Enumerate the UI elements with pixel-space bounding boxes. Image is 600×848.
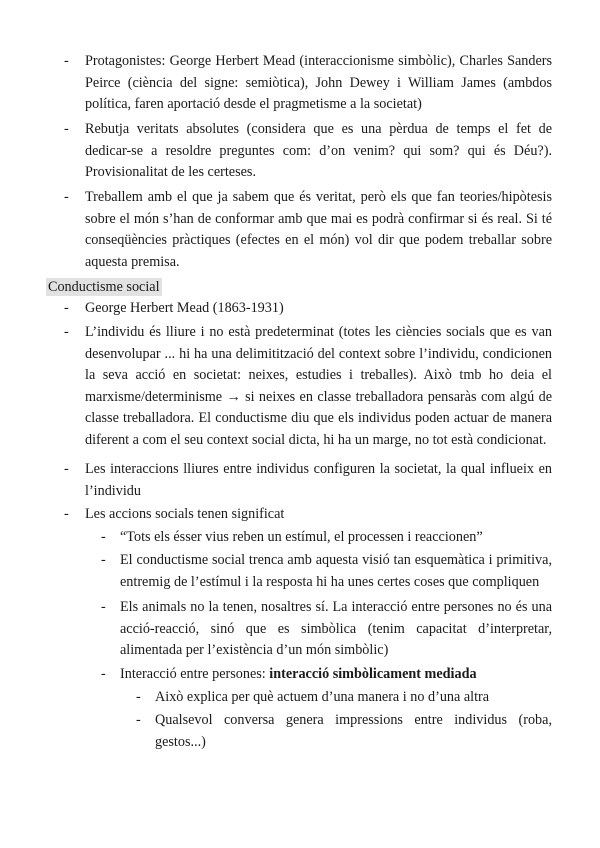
sub-sub-list-item [136,687,552,709]
bullet: - [64,189,69,205]
list-item [64,504,552,526]
sub-list-item [101,550,552,593]
bullet: - [101,552,106,568]
bold-term: interacció simbòlicament mediada [269,666,477,682]
bullet: - [64,506,69,522]
list-item-text: Protagonistes: George Herbert Mead (interaccionisme simbòlic), Charles Sanders Peirce (ciència del signe: semiòtica), John Dewey i William James (ambdos política, faren aportació desde el pragmetisme a la societat) [85,53,552,112]
list-item-text: El conductisme social trenca amb aquesta visió tan esquemàtica i primitiva, entremig de l’estímul i la resposta hi ha unes certes coses que compliquen [120,552,552,590]
bullet: - [101,666,106,682]
list-item-text: Rebutja veritats absolutes (considera que es una pèrdua de temps el fet de dedicar-se a resoldre preguntes com: d’on venim? qui som? qui és Déu?). Provisionalitat de les certeses. [85,121,552,180]
bullet: - [64,300,69,316]
list-item-text: Qualsevol conversa genera impressions entre individus (roba, gestos...) [155,712,552,750]
sub-sub-list-item [136,710,552,753]
sub-list-item [101,527,552,549]
list-item-text: L’individu és lliure i no està predeterminat (totes les ciències socials que es van desenvolupar ... hi ha una delimitització del context sobre l’individu, condicionen la seva acció en societat: neixes, estudies i treballes). Això tmb ho deia el marxisme/determinisme → si neixes en classe treballadora pensaràs com algú de classe treballadora. El conductisme diu que els individus poden actuar de manera diferent a com el seu context social dicta, hi ha un marge, no tot està condicionat. [85,324,552,448]
bullet: - [101,599,106,615]
list-item [64,322,552,451]
list-item-text: Els animals no la tenen, nosaltres sí. La interacció entre persones no és una acció-reacció, sinó que es simbòlica (tenim capacitat d’interpretar, alimentada per l’existència d’un món simbòlic) [120,599,552,658]
list-item-text: Treballem amb el que ja sabem que és veritat, però els que fan teories/hipòtesis sobre el món s’han de conformar amb que mai es podrà confirmar si és real. Si té conseqüències pràctiques (efectes en el món) vol dir que podem treballar sobre aquesta premisa. [85,189,552,270]
bullet: - [64,324,69,340]
list-item [64,298,552,320]
list-item-text: Interacció entre persones: [120,666,270,682]
list-item [64,459,552,502]
section-heading: Conductisme social [48,279,160,295]
list-item-text: Les accions socials tenen significat [85,506,285,522]
list-item-text: Les interaccions lliures entre individus configuren la societat, la qual influeix en l’individu [85,461,552,499]
list-item-text: Això explica per què actuem d’una manera i no d’una altra [155,689,490,705]
list-item [64,187,552,273]
bullet: - [136,689,141,705]
list-item-text: George Herbert Mead (1863-1931) [85,300,284,316]
list-item [64,119,552,184]
bullet: - [101,529,106,545]
bullet: - [64,461,69,477]
list-item-text: “Tots els ésser vius reben un estímul, el processen i reaccionen” [120,529,483,545]
sub-list-item [101,597,552,662]
bullet: - [136,712,141,728]
list-item [64,51,552,116]
bullet: - [64,53,69,69]
bullet: - [64,121,69,137]
sub-list-item [101,664,552,686]
